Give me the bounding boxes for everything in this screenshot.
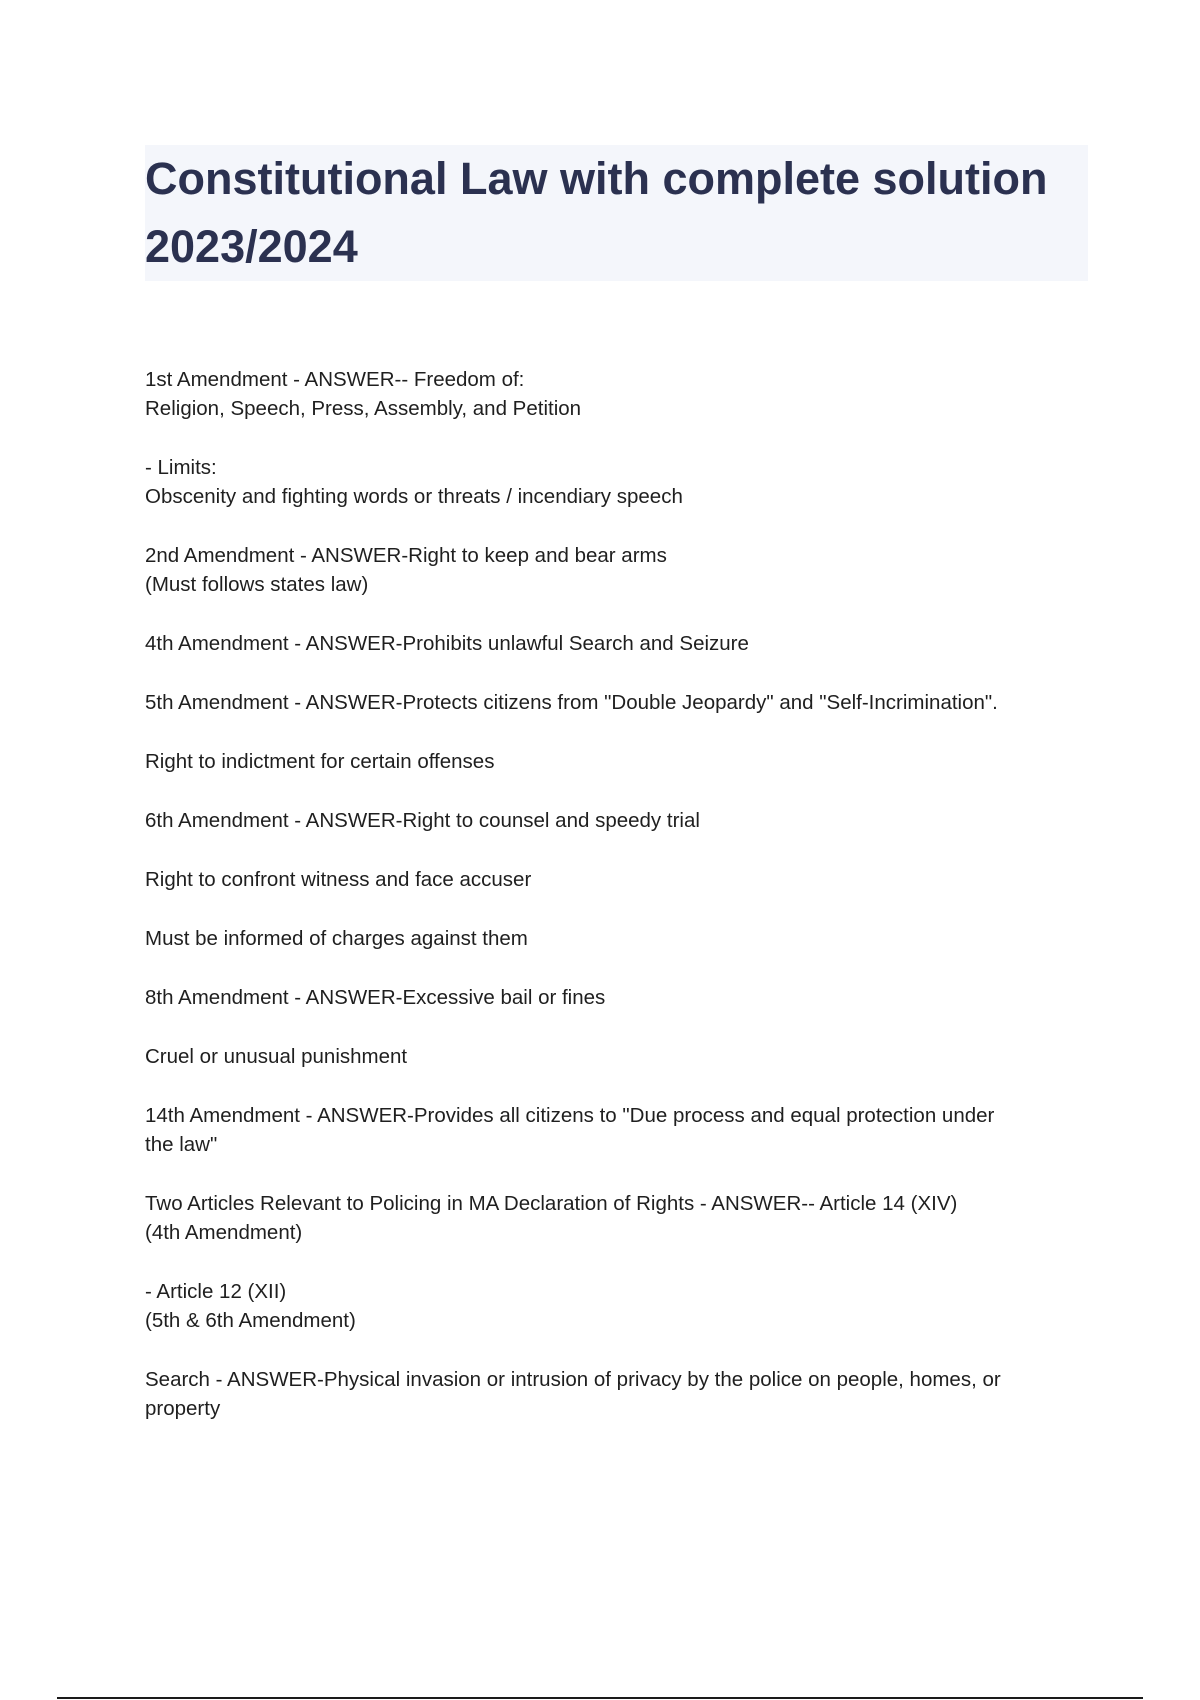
title-block — [145, 145, 1088, 281]
paragraph: Right to indictment for certain offenses — [145, 750, 495, 773]
page-title: Constitutional Law with complete solution 2023/2024 — [145, 153, 1048, 272]
paragraph: Cruel or unusual punishment — [145, 1045, 408, 1068]
paragraph: 1st Amendment - ANSWER-- Freedom of: Religion, Speech, Press, Assembly, and Petition — [145, 368, 582, 420]
paragraph: Right to confront witness and face accuser — [145, 868, 532, 891]
paragraph: 4th Amendment - ANSWER-Prohibits unlawful Search and Seizure — [145, 632, 749, 655]
paragraph: Search - ANSWER-Physical invasion or intrusion of privacy by the police on people, homes, or property — [145, 1368, 1001, 1420]
paragraph: Must be informed of charges against them — [145, 927, 528, 950]
paragraph: Two Articles Relevant to Policing in MA Declaration of Rights - ANSWER-- Article 14 (XIV) (4th Amendment) — [145, 1192, 958, 1244]
footer-divider — [57, 1697, 1143, 1699]
paragraph: - Article 12 (XII) (5th & 6th Amendment) — [145, 1280, 356, 1332]
paragraph: 2nd Amendment - ANSWER-Right to keep and bear arms (Must follows states law) — [145, 544, 667, 596]
paragraph: 6th Amendment - ANSWER-Right to counsel and speedy trial — [145, 809, 700, 832]
paragraph: 14th Amendment - ANSWER-Provides all citizens to "Due process and equal protection under the law" — [145, 1104, 995, 1156]
paragraph: 8th Amendment - ANSWER-Excessive bail or fines — [145, 986, 606, 1009]
document-body — [145, 365, 1085, 1453]
paragraph: 5th Amendment - ANSWER-Protects citizens from "Double Jeopardy" and "Self-Incrimination". — [145, 691, 998, 714]
paragraph: - Limits: Obscenity and fighting words or threats / incendiary speech — [145, 456, 683, 508]
